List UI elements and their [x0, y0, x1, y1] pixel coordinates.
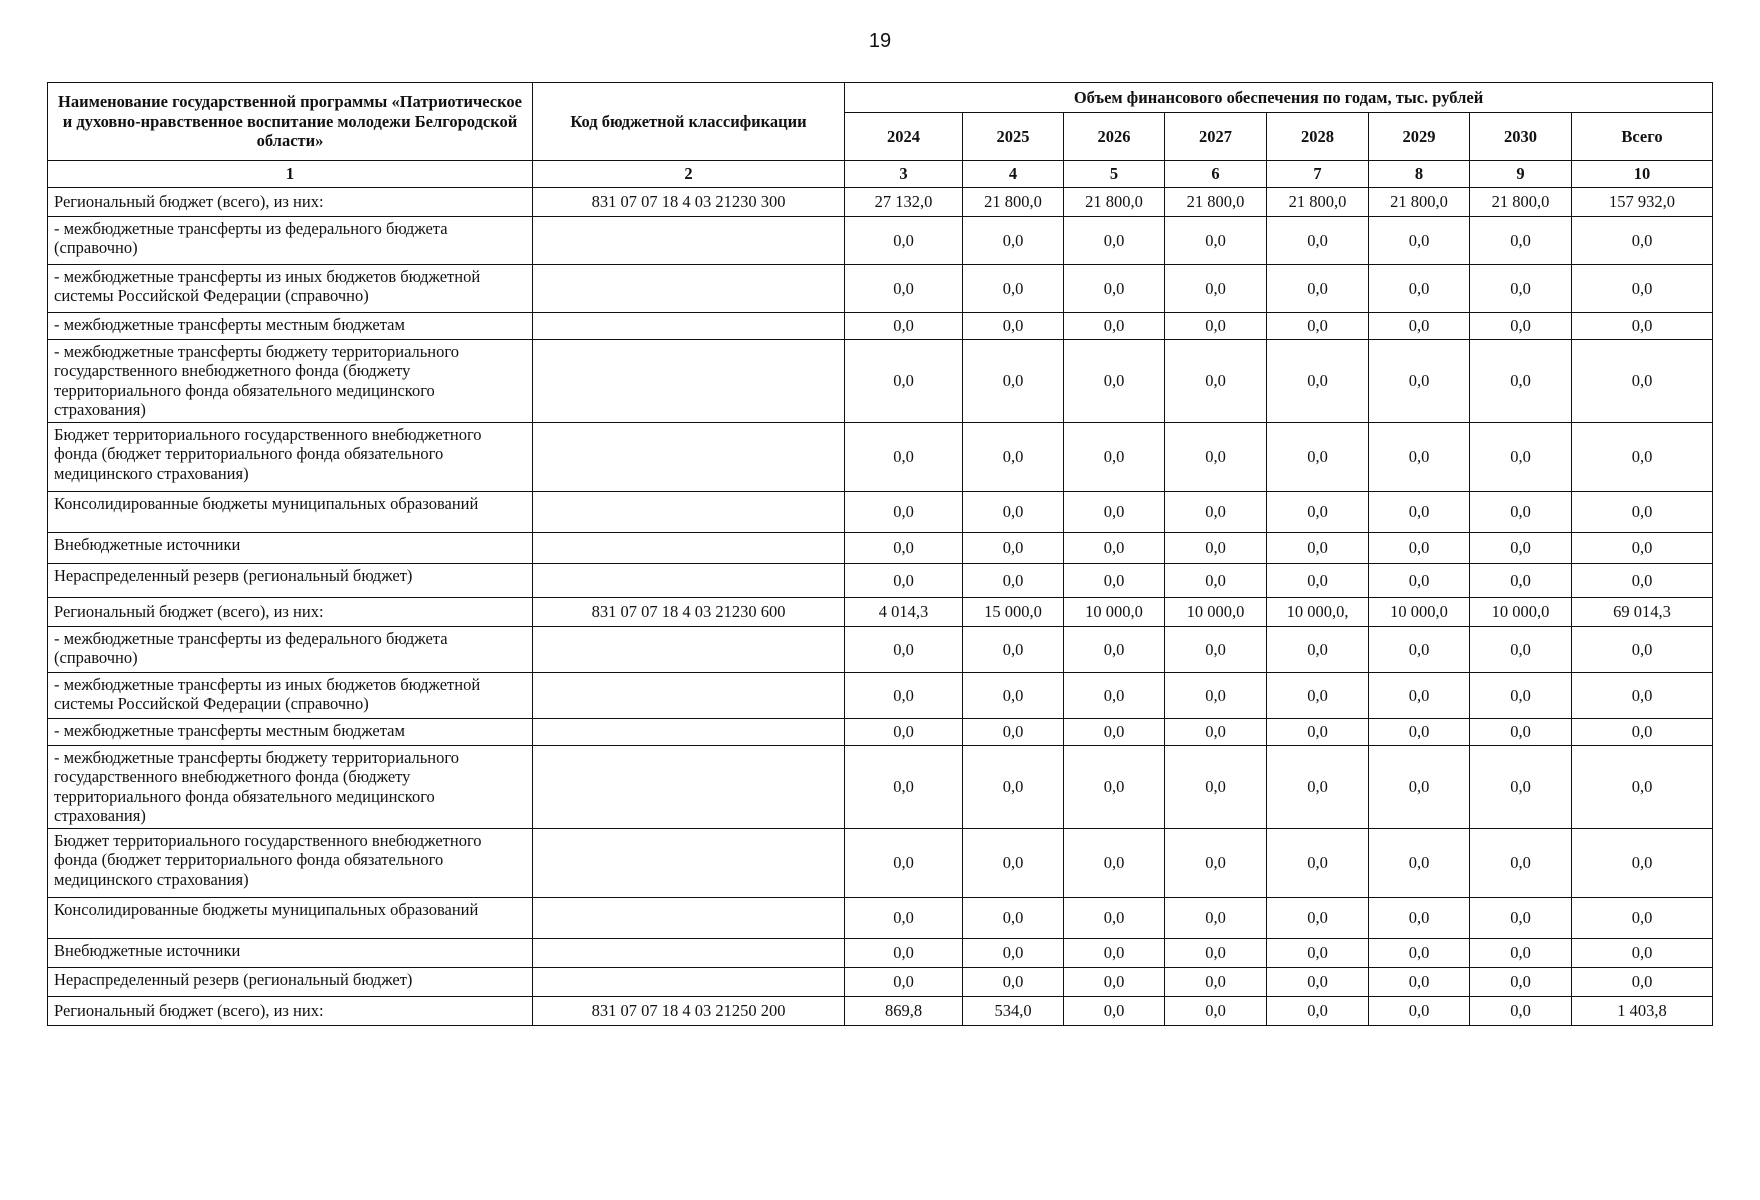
- year-value: 0,0: [963, 217, 1064, 265]
- year-value: 10 000,0: [1470, 597, 1572, 626]
- year-value: 0,0: [1064, 996, 1165, 1025]
- table-row: [48, 996, 1713, 1025]
- table-row: [48, 265, 1713, 313]
- year-value: 0,0: [845, 718, 963, 745]
- year-value: 0,0: [1267, 491, 1369, 532]
- table-row: [48, 967, 1713, 996]
- year-value: 0,0: [1267, 563, 1369, 597]
- table-row: [48, 340, 1713, 423]
- column-number: 10: [1572, 161, 1713, 188]
- year-header: 2025: [963, 113, 1064, 161]
- year-value: 0,0: [1165, 996, 1267, 1025]
- row-name: Нераспределенный резерв (региональный бюджет): [48, 967, 533, 996]
- year-value: 0,0: [1267, 672, 1369, 718]
- column-number: 7: [1267, 161, 1369, 188]
- year-value: 0,0: [963, 563, 1064, 597]
- year-value: 0,0: [1470, 745, 1572, 828]
- year-value: 0,0: [845, 491, 963, 532]
- financing-volume-header: Объем финансового обеспечения по годам, тыс. рублей: [845, 83, 1713, 113]
- year-value: 0,0: [963, 422, 1064, 491]
- table-row: [48, 532, 1713, 563]
- year-value: 0,0: [1165, 967, 1267, 996]
- year-value: 0,0: [963, 491, 1064, 532]
- year-value: 0,0: [1064, 563, 1165, 597]
- year-value: 0,0: [1165, 422, 1267, 491]
- year-value: 0,0: [1470, 897, 1572, 938]
- budget-code: [533, 718, 845, 745]
- year-value: 10 000,0: [1165, 597, 1267, 626]
- year-value: 0,0: [963, 745, 1064, 828]
- year-value: 10 000,0: [1064, 597, 1165, 626]
- year-value: 0,0: [1369, 532, 1470, 563]
- year-value: 0,0: [845, 217, 963, 265]
- year-value: 0,0: [1267, 422, 1369, 491]
- total-value: 0,0: [1572, 265, 1713, 313]
- table-row: [48, 491, 1713, 532]
- year-value: 0,0: [1165, 745, 1267, 828]
- total-value: 69 014,3: [1572, 597, 1713, 626]
- row-name: - межбюджетные трансферты из иных бюджетов бюджетной системы Российской Федерации (справочно): [48, 265, 533, 313]
- year-value: 0,0: [1267, 265, 1369, 313]
- year-value: 0,0: [963, 718, 1064, 745]
- table-row: [48, 745, 1713, 828]
- table-row: [48, 217, 1713, 265]
- row-name: - межбюджетные трансферты из иных бюджетов бюджетной системы Российской Федерации (справочно): [48, 672, 533, 718]
- year-value: 0,0: [1267, 718, 1369, 745]
- year-value: 21 800,0: [963, 188, 1064, 217]
- total-value: 0,0: [1572, 563, 1713, 597]
- table-row: [48, 313, 1713, 340]
- year-value: 0,0: [1064, 897, 1165, 938]
- year-value: 0,0: [1369, 672, 1470, 718]
- total-value: 0,0: [1572, 745, 1713, 828]
- table-row: [48, 422, 1713, 491]
- year-value: 0,0: [1470, 967, 1572, 996]
- total-value: 0,0: [1572, 532, 1713, 563]
- year-header: 2027: [1165, 113, 1267, 161]
- year-value: 0,0: [1064, 265, 1165, 313]
- year-value: 0,0: [1165, 828, 1267, 897]
- year-value: 0,0: [1470, 532, 1572, 563]
- total-value: 0,0: [1572, 491, 1713, 532]
- year-value: 0,0: [1064, 532, 1165, 563]
- budget-code-header: Код бюджетной классификации: [533, 83, 845, 161]
- year-value: 0,0: [1165, 563, 1267, 597]
- year-value: 0,0: [1470, 626, 1572, 672]
- row-name: Внебюджетные источники: [48, 532, 533, 563]
- year-value: 0,0: [1267, 897, 1369, 938]
- row-name: Региональный бюджет (всего), из них:: [48, 188, 533, 217]
- budget-code: [533, 313, 845, 340]
- year-value: 0,0: [1165, 340, 1267, 423]
- year-value: 0,0: [1064, 938, 1165, 967]
- table-header: [48, 83, 1713, 188]
- row-name: Региональный бюджет (всего), из них:: [48, 996, 533, 1025]
- year-value: 21 800,0: [1064, 188, 1165, 217]
- row-name: - межбюджетные трансферты местным бюджетам: [48, 718, 533, 745]
- year-value: 0,0: [1470, 265, 1572, 313]
- year-value: 0,0: [1369, 422, 1470, 491]
- table-row: [48, 188, 1713, 217]
- financing-table: [47, 82, 1713, 1026]
- total-value: 0,0: [1572, 217, 1713, 265]
- year-value: 0,0: [1064, 828, 1165, 897]
- year-value: 0,0: [963, 672, 1064, 718]
- row-name: Консолидированные бюджеты муниципальных образований: [48, 897, 533, 938]
- year-value: 0,0: [845, 532, 963, 563]
- year-value: 0,0: [845, 340, 963, 423]
- year-value: 0,0: [845, 967, 963, 996]
- year-value: 10 000,0: [1369, 597, 1470, 626]
- program-name-header: Наименование государственной программы «Патриотическое и духовно-нравственное воспитание молодежи Белгородской области»: [48, 83, 533, 161]
- row-name: - межбюджетные трансферты местным бюджетам: [48, 313, 533, 340]
- year-value: 0,0: [845, 422, 963, 491]
- year-value: 0,0: [845, 672, 963, 718]
- budget-code: [533, 532, 845, 563]
- year-header: Всего: [1572, 113, 1713, 161]
- year-value: 0,0: [1369, 265, 1470, 313]
- year-value: 0,0: [1267, 996, 1369, 1025]
- budget-code: 831 07 07 18 4 03 21230 300: [533, 188, 845, 217]
- year-value: 0,0: [1267, 967, 1369, 996]
- page-number: 19: [868, 30, 892, 52]
- table-row: [48, 563, 1713, 597]
- row-name: - межбюджетные трансферты из федерального бюджета (справочно): [48, 217, 533, 265]
- row-name: - межбюджетные трансферты бюджету территориального государственного внебюджетного фонда (бюджету территориального фонда обязательного медицинского страхования): [48, 745, 533, 828]
- year-value: 0,0: [1064, 491, 1165, 532]
- table-row: [48, 672, 1713, 718]
- year-value: 0,0: [1267, 217, 1369, 265]
- year-value: 0,0: [1267, 828, 1369, 897]
- budget-code: 831 07 07 18 4 03 21250 200: [533, 996, 845, 1025]
- year-value: 0,0: [1267, 745, 1369, 828]
- total-value: 0,0: [1572, 718, 1713, 745]
- year-value: 0,0: [1165, 897, 1267, 938]
- year-value: 0,0: [1165, 265, 1267, 313]
- year-value: 0,0: [1267, 313, 1369, 340]
- budget-code: [533, 828, 845, 897]
- year-value: 0,0: [1064, 422, 1165, 491]
- row-name: - межбюджетные трансферты из федерального бюджета (справочно): [48, 626, 533, 672]
- year-value: 0,0: [1064, 217, 1165, 265]
- year-value: 0,0: [963, 313, 1064, 340]
- table-row: [48, 718, 1713, 745]
- row-name: - межбюджетные трансферты бюджету территориального государственного внебюджетного фонда (бюджету территориального фонда обязательного медицинского страхования): [48, 340, 533, 423]
- year-header: 2024: [845, 113, 963, 161]
- budget-code: 831 07 07 18 4 03 21230 600: [533, 597, 845, 626]
- total-value: 0,0: [1572, 938, 1713, 967]
- year-value: 15 000,0: [963, 597, 1064, 626]
- table-row: [48, 828, 1713, 897]
- year-value: 0,0: [845, 897, 963, 938]
- year-value: 0,0: [1369, 718, 1470, 745]
- row-name: Бюджет территориального государственного внебюджетного фонда (бюджет территориального фонда обязательного медицинского страхования): [48, 828, 533, 897]
- row-name: Региональный бюджет (всего), из них:: [48, 597, 533, 626]
- year-value: 0,0: [1369, 563, 1470, 597]
- year-value: 534,0: [963, 996, 1064, 1025]
- year-value: 0,0: [1470, 672, 1572, 718]
- year-value: 0,0: [1064, 718, 1165, 745]
- year-value: 0,0: [963, 897, 1064, 938]
- year-value: 0,0: [845, 745, 963, 828]
- row-name: Внебюджетные источники: [48, 938, 533, 967]
- budget-code: [533, 745, 845, 828]
- column-number: 5: [1064, 161, 1165, 188]
- year-value: 0,0: [1267, 532, 1369, 563]
- year-value: 0,0: [1369, 745, 1470, 828]
- year-value: 27 132,0: [845, 188, 963, 217]
- year-value: 0,0: [963, 828, 1064, 897]
- year-value: 0,0: [963, 626, 1064, 672]
- year-value: 0,0: [1369, 626, 1470, 672]
- year-value: 0,0: [1267, 938, 1369, 967]
- year-value: 0,0: [963, 938, 1064, 967]
- total-value: 0,0: [1572, 626, 1713, 672]
- year-value: 0,0: [1064, 967, 1165, 996]
- year-value: 0,0: [1064, 745, 1165, 828]
- budget-code: [533, 626, 845, 672]
- budget-code: [533, 265, 845, 313]
- year-value: 0,0: [1267, 626, 1369, 672]
- table-row: [48, 897, 1713, 938]
- year-header: 2026: [1064, 113, 1165, 161]
- year-value: 0,0: [1470, 996, 1572, 1025]
- year-value: 0,0: [1165, 718, 1267, 745]
- year-value: 0,0: [845, 938, 963, 967]
- year-value: 0,0: [1470, 938, 1572, 967]
- year-value: 0,0: [1470, 217, 1572, 265]
- year-value: 0,0: [963, 340, 1064, 423]
- year-value: 0,0: [1470, 340, 1572, 423]
- total-value: 1 403,8: [1572, 996, 1713, 1025]
- column-number: 1: [48, 161, 533, 188]
- budget-code: [533, 938, 845, 967]
- budget-code: [533, 897, 845, 938]
- year-value: 0,0: [1369, 217, 1470, 265]
- year-value: 0,0: [1369, 938, 1470, 967]
- budget-code: [533, 563, 845, 597]
- column-number: 2: [533, 161, 845, 188]
- year-value: 21 800,0: [1267, 188, 1369, 217]
- total-value: 0,0: [1572, 897, 1713, 938]
- year-value: 0,0: [1267, 340, 1369, 423]
- table-row: [48, 597, 1713, 626]
- year-value: 0,0: [963, 265, 1064, 313]
- total-value: 0,0: [1572, 967, 1713, 996]
- year-value: 0,0: [963, 532, 1064, 563]
- year-value: 0,0: [1470, 563, 1572, 597]
- row-name: Бюджет территориального государственного внебюджетного фонда (бюджет территориального фонда обязательного медицинского страхования): [48, 422, 533, 491]
- year-value: 0,0: [845, 626, 963, 672]
- year-value: 0,0: [845, 828, 963, 897]
- year-value: 0,0: [1369, 897, 1470, 938]
- year-value: 0,0: [1165, 938, 1267, 967]
- budget-code: [533, 491, 845, 532]
- budget-code: [533, 217, 845, 265]
- year-value: 0,0: [1369, 828, 1470, 897]
- budget-code: [533, 967, 845, 996]
- year-value: 0,0: [1064, 626, 1165, 672]
- year-value: 869,8: [845, 996, 963, 1025]
- budget-code: [533, 340, 845, 423]
- table-row: [48, 938, 1713, 967]
- year-value: 0,0: [1369, 340, 1470, 423]
- year-value: 10 000,0,: [1267, 597, 1369, 626]
- year-value: 0,0: [1165, 313, 1267, 340]
- total-value: 0,0: [1572, 828, 1713, 897]
- year-value: 0,0: [1470, 491, 1572, 532]
- budget-code: [533, 672, 845, 718]
- year-value: 0,0: [1165, 626, 1267, 672]
- total-value: 157 932,0: [1572, 188, 1713, 217]
- year-value: 0,0: [1165, 672, 1267, 718]
- year-value: 0,0: [1064, 340, 1165, 423]
- year-value: 0,0: [1064, 672, 1165, 718]
- year-value: 0,0: [1470, 422, 1572, 491]
- column-number: 8: [1369, 161, 1470, 188]
- year-value: 0,0: [1369, 967, 1470, 996]
- year-value: 0,0: [1165, 532, 1267, 563]
- year-value: 0,0: [1470, 313, 1572, 340]
- column-number: 4: [963, 161, 1064, 188]
- year-value: 21 800,0: [1165, 188, 1267, 217]
- total-value: 0,0: [1572, 672, 1713, 718]
- year-value: 0,0: [1165, 491, 1267, 532]
- year-header: 2030: [1470, 113, 1572, 161]
- column-number: 9: [1470, 161, 1572, 188]
- year-value: 0,0: [845, 563, 963, 597]
- budget-code: [533, 422, 845, 491]
- year-value: 21 800,0: [1369, 188, 1470, 217]
- year-value: 0,0: [1470, 718, 1572, 745]
- table-row: [48, 626, 1713, 672]
- year-value: 0,0: [1369, 491, 1470, 532]
- year-value: 21 800,0: [1470, 188, 1572, 217]
- column-number: 6: [1165, 161, 1267, 188]
- year-value: 0,0: [963, 967, 1064, 996]
- year-value: 0,0: [1064, 313, 1165, 340]
- year-value: 0,0: [1369, 313, 1470, 340]
- year-value: 0,0: [1470, 828, 1572, 897]
- year-value: 0,0: [1369, 996, 1470, 1025]
- year-value: 0,0: [845, 313, 963, 340]
- year-value: 4 014,3: [845, 597, 963, 626]
- total-value: 0,0: [1572, 340, 1713, 423]
- year-header: 2028: [1267, 113, 1369, 161]
- row-name: Консолидированные бюджеты муниципальных образований: [48, 491, 533, 532]
- year-value: 0,0: [845, 265, 963, 313]
- total-value: 0,0: [1572, 422, 1713, 491]
- total-value: 0,0: [1572, 313, 1713, 340]
- year-value: 0,0: [1165, 217, 1267, 265]
- row-name: Нераспределенный резерв (региональный бюджет): [48, 563, 533, 597]
- year-header: 2029: [1369, 113, 1470, 161]
- column-number: 3: [845, 161, 963, 188]
